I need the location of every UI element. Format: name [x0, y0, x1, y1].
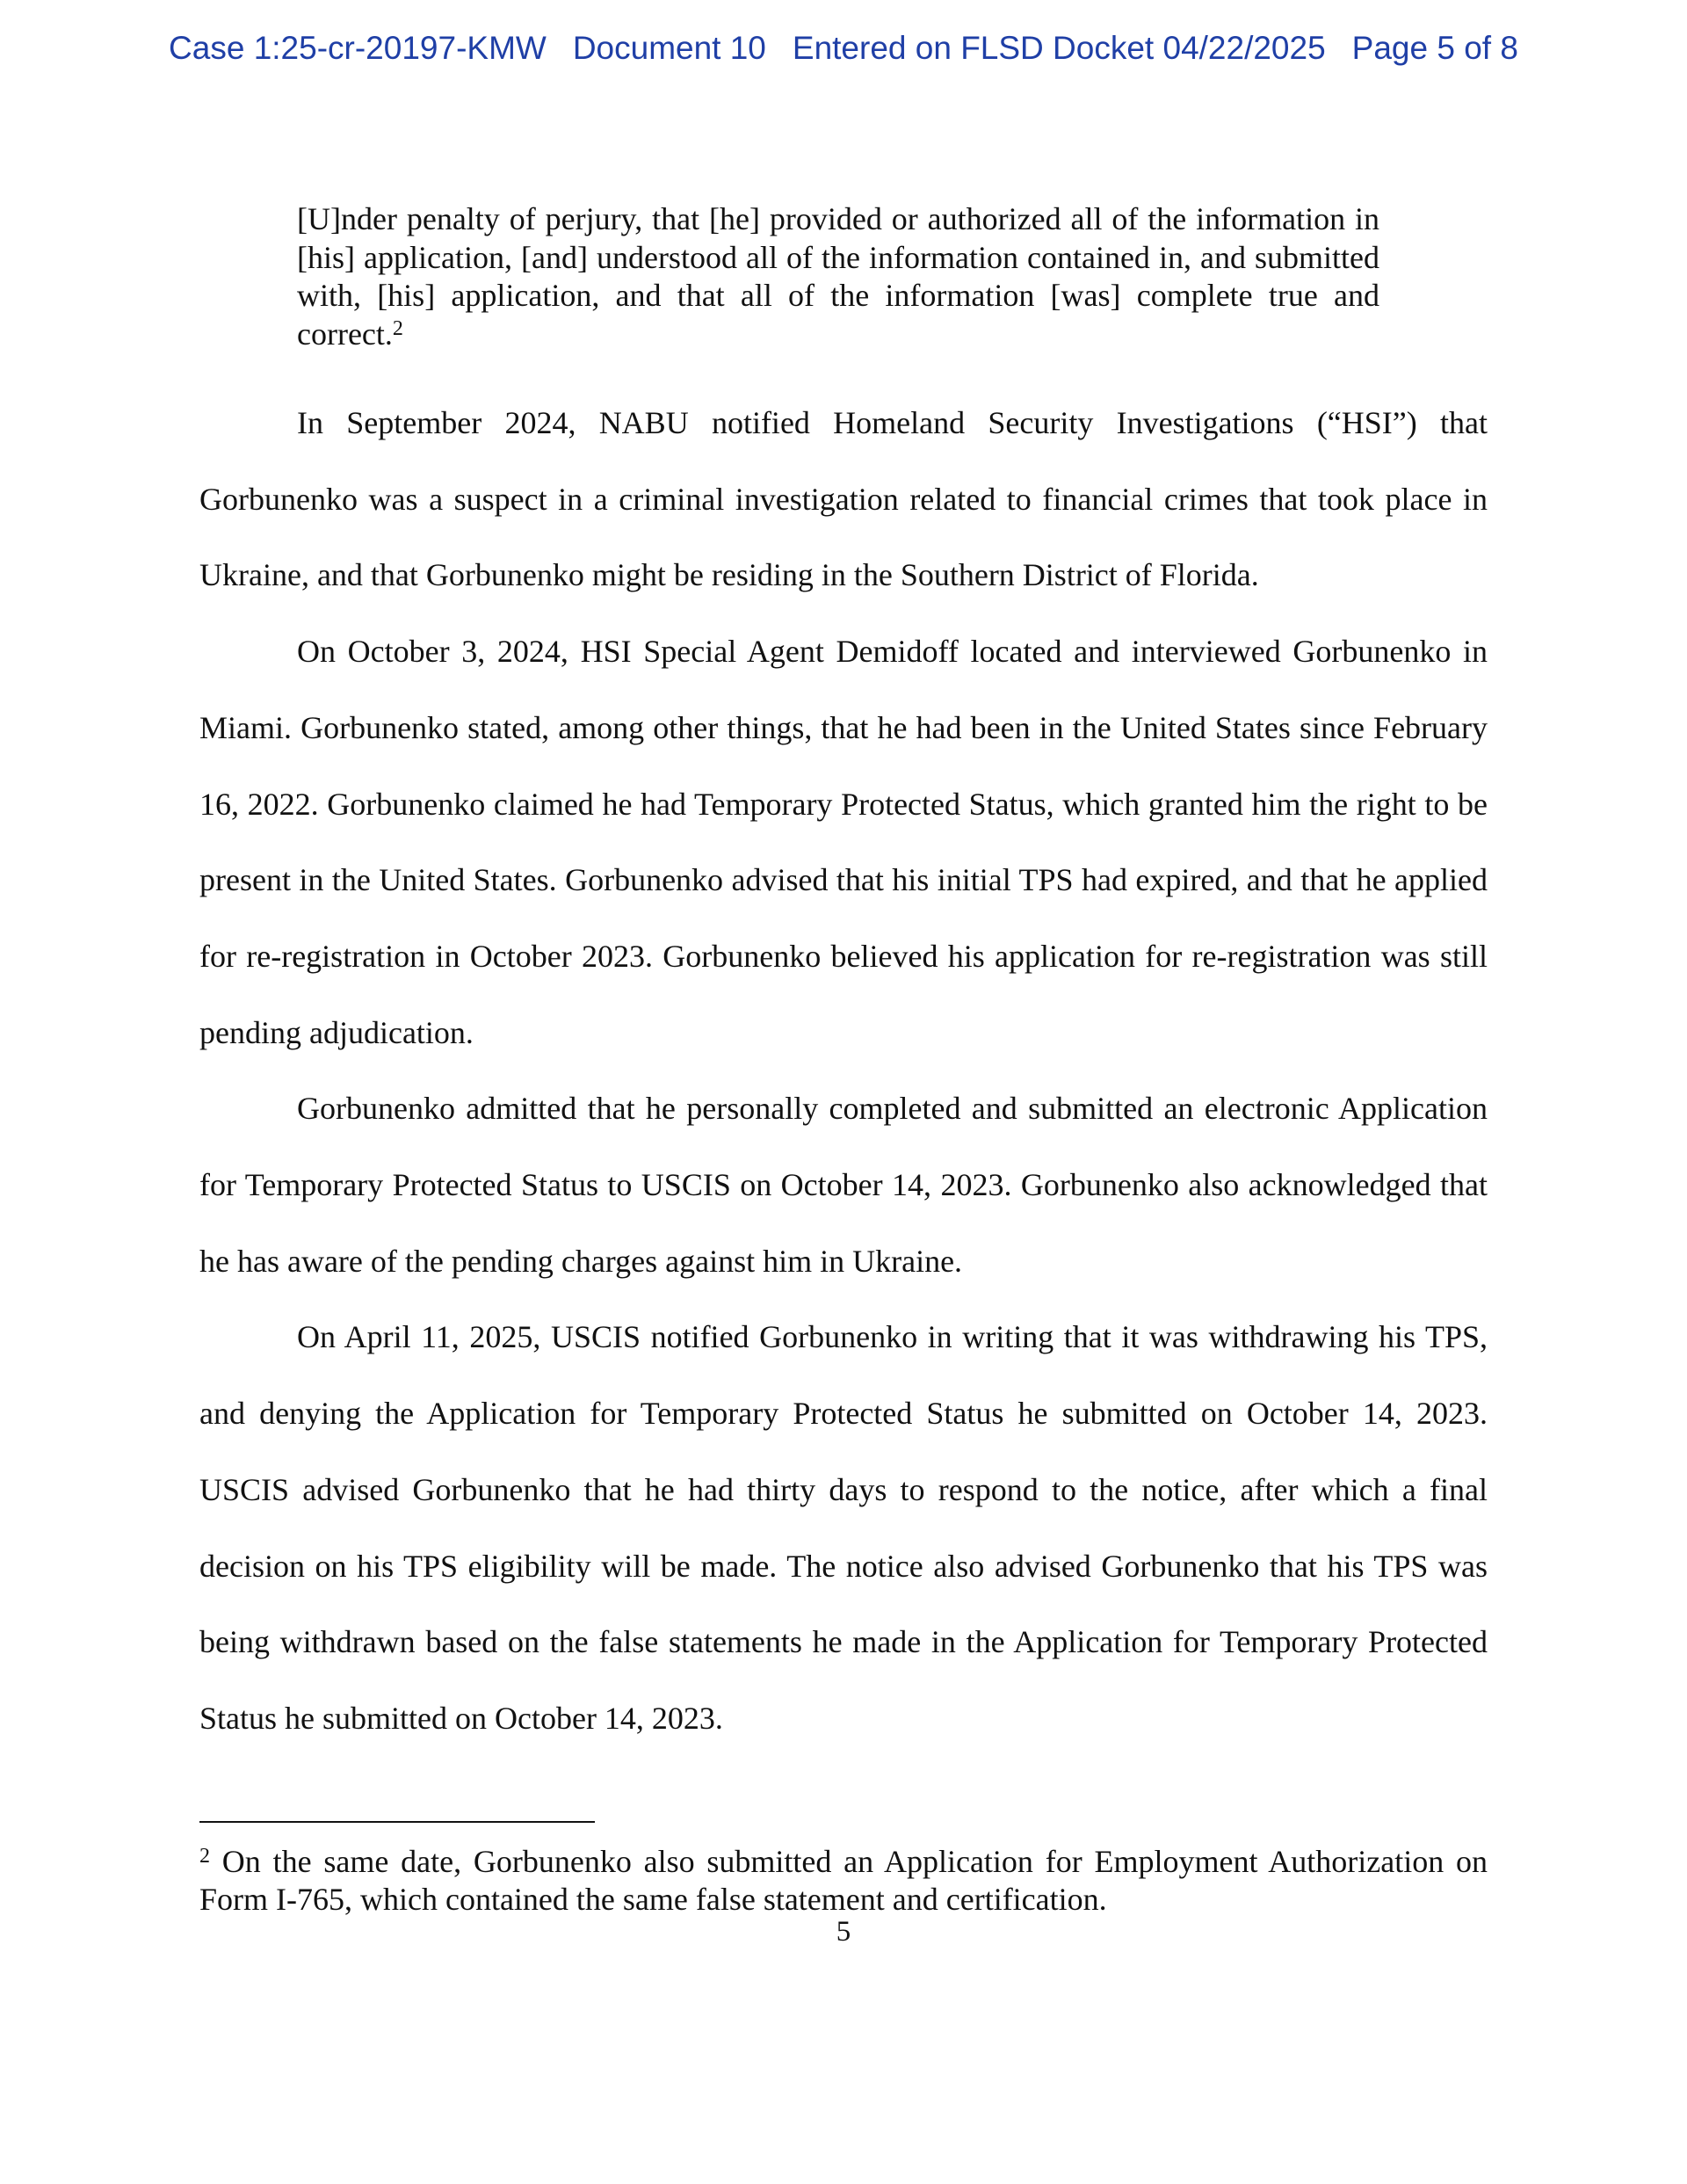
paragraph: On April 11, 2025, USCIS notified Gorbunenko in writing that it was withdrawing his TPS, and denying the Application for Temporary Protected Status he submitted on October 14, 2023. USCIS advised Gorbunenko that he had thirty days to respond to the notice, after which a final decision on his TPS eligibility will be made. The notice also advised Gorbunenko that his TPS was being withdrawn based on the false statements he made in the Application for Temporary Protected Status he submitted on October 14, 2023. [199, 1319, 1488, 1736]
footnote-number: 2 [199, 1845, 210, 1868]
paragraph: On October 3, 2024, HSI Special Agent Demidoff located and interviewed Gorbunenko in Miami. Gorbunenko stated, among other things, that he had been in the United States since February 16, 2022. Gorbunenko claimed he had Temporary Protected Status, which granted him the right to be present in the United States. Gorbunenko advised that his initial TPS had expired, and that he applied for re-registration in October 2023. Gorbunenko believed his application for re-registration was still pending adjudication. [199, 634, 1488, 1050]
footnote [199, 1843, 1488, 1919]
header-entered-date: Entered on FLSD Docket 04/22/2025 [792, 30, 1326, 66]
footnote-divider [199, 1821, 595, 1823]
block-quote-text: [U]nder penalty of perjury, that [he] provided or authorized all of the information in [his] application, [and] understood all of the information contained in, and submitted with, [his] application, and that all of the information [was] complete true and correct. [297, 201, 1379, 352]
footnote-reference: 2 [392, 316, 403, 340]
body-text [199, 385, 1488, 1757]
page-number: 5 [836, 1916, 851, 1948]
header-page-count: Page 5 of 8 [1351, 30, 1518, 66]
block-quote [297, 200, 1379, 353]
footnote-text: On the same date, Gorbunenko also submitted an Application for Employment Authorization on Form I-765, which contained the same false statement and certification. [199, 1844, 1488, 1917]
docket-header [0, 30, 1687, 67]
header-case-number: Case 1:25-cr-20197-KMW [169, 30, 547, 66]
paragraph: In September 2024, NABU notified Homeland Security Investigations (“HSI”) that Gorbunenko was a suspect in a criminal investigation related to financial crimes that took place in Ukraine, and that Gorbunenko might be residing in the Southern District of Florida. [199, 405, 1488, 593]
header-document-number: Document 10 [572, 30, 766, 66]
paragraph: Gorbunenko admitted that he personally completed and submitted an electronic Application for Temporary Protected Status to USCIS on October 14, 2023. Gorbunenko also acknowledged that he has aware of the pending charges against him in Ukraine. [199, 1091, 1488, 1279]
